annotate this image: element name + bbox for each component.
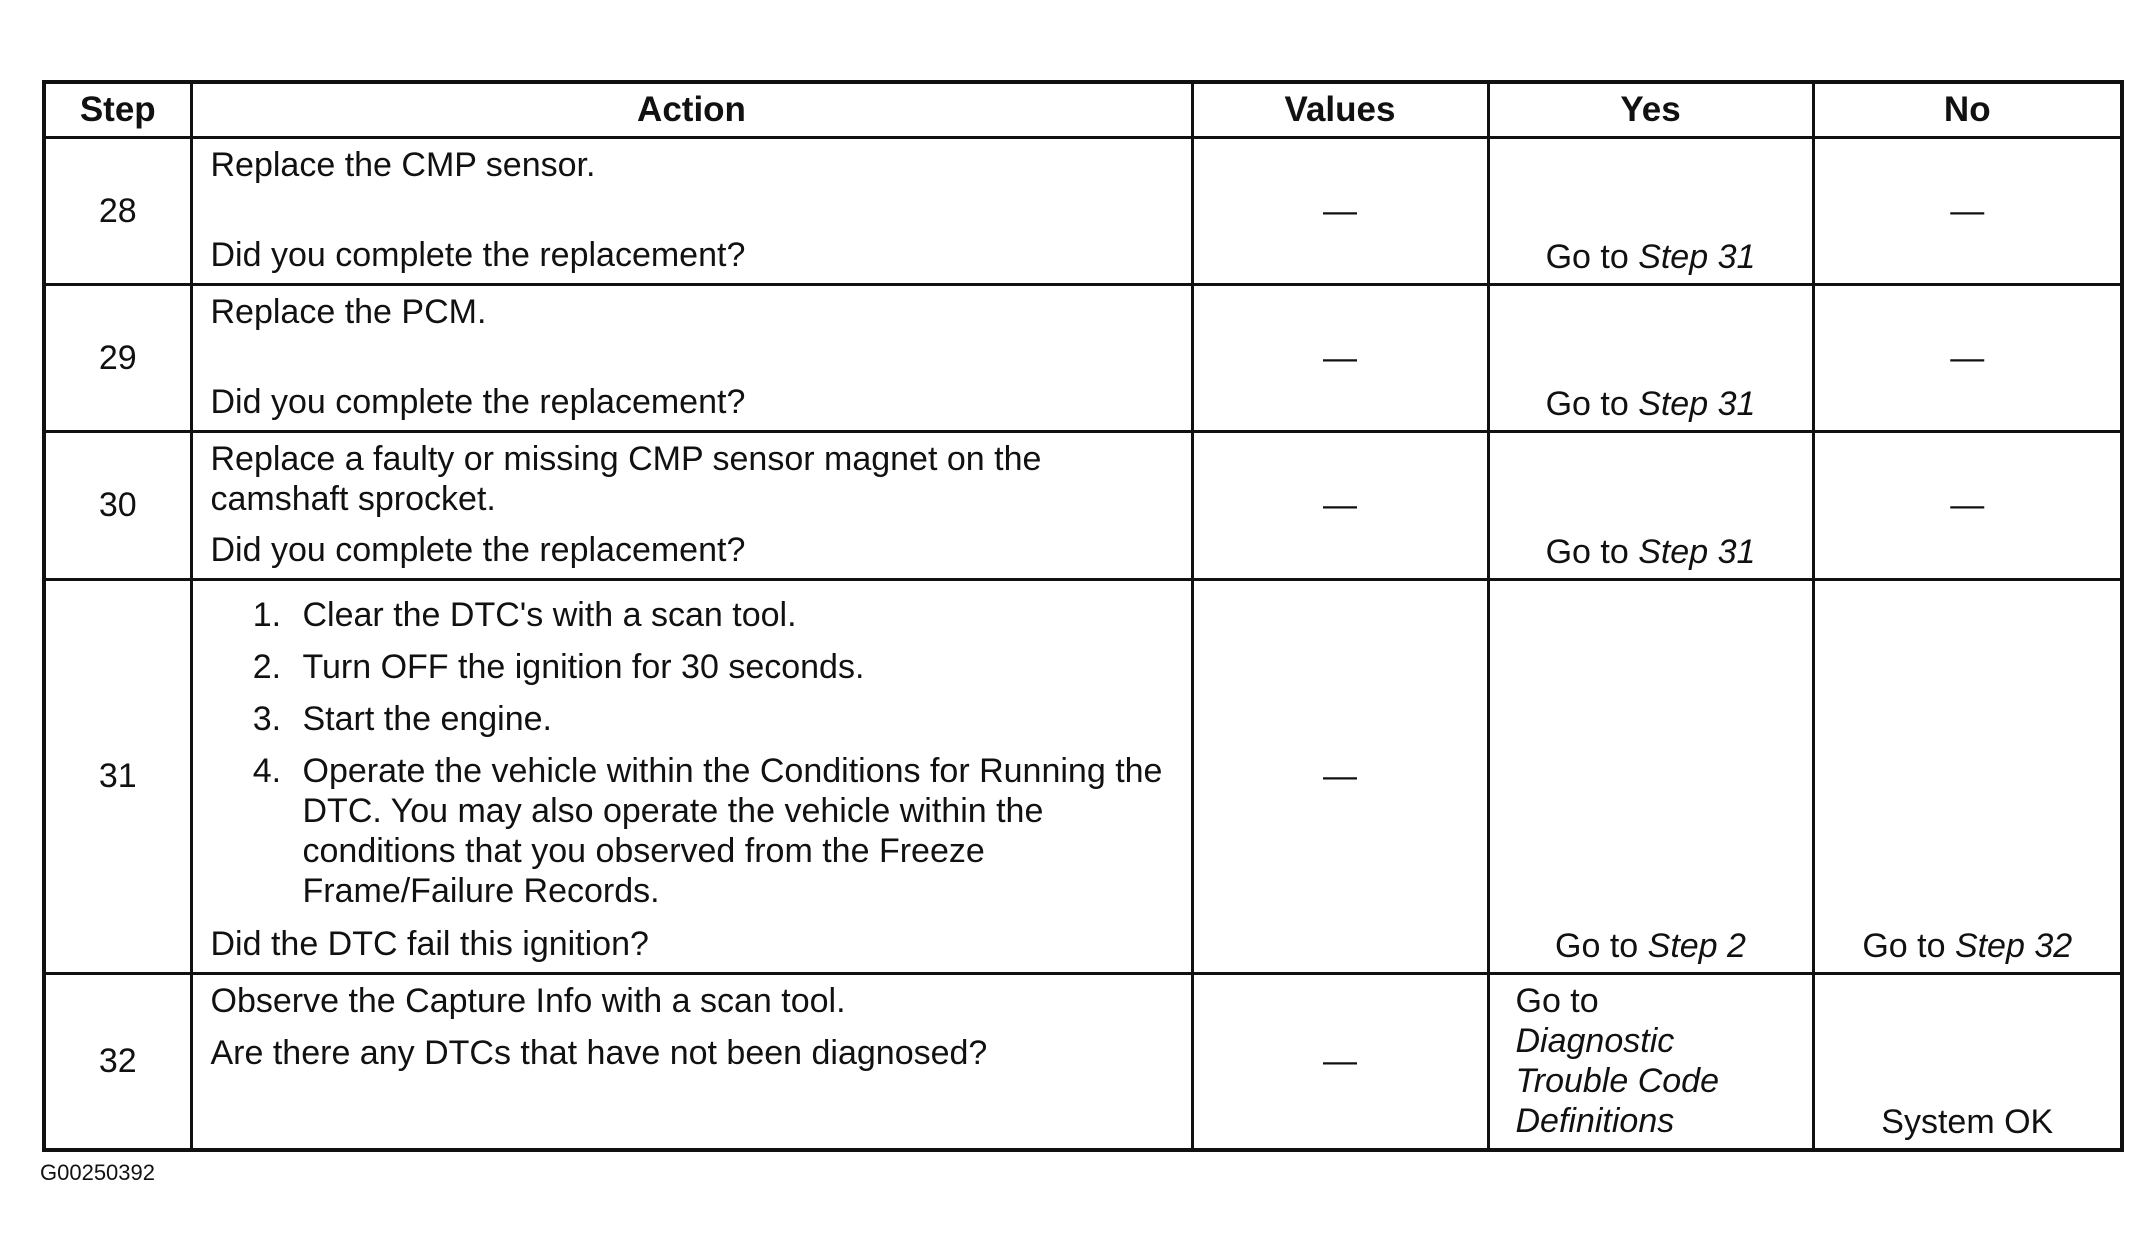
action-cell: [191, 285, 1192, 432]
definitions-link-line[interactable]: Definitions: [1515, 1102, 1675, 1140]
yes-cell: [1488, 138, 1813, 285]
substep-item: 4. Operate the vehicle within the Conditions for Running the DTC. You may also operate the vehicle within the conditions that you observed from the Freeze Frame/Failure Records.: [291, 751, 1175, 911]
action-question: Did you complete the replacement?: [210, 531, 746, 569]
values-cell: —: [1192, 285, 1488, 432]
no-cell: —: [1813, 138, 2122, 285]
yes-goto[interactable]: [1490, 532, 1812, 572]
substep-item: 3. Start the engine.: [291, 699, 1175, 739]
action-cell: [191, 580, 1192, 974]
action-question: Are there any DTCs that have not been diagnosed?: [210, 1034, 988, 1072]
table-row: [44, 138, 2122, 285]
step-link[interactable]: Step 2: [1647, 927, 1746, 965]
header-row: [44, 82, 2122, 138]
action-question: Did you complete the replacement?: [210, 236, 746, 274]
no-cell: [1813, 974, 2122, 1150]
header-values: Values: [1192, 82, 1488, 138]
goto-prefix: Go to: [1545, 533, 1639, 571]
no-cell: [1813, 580, 2122, 974]
yes-cell: [1488, 432, 1813, 580]
yes-goto[interactable]: [1490, 384, 1812, 424]
substep-item: 2. Turn OFF the ignition for 30 seconds.: [291, 647, 1175, 687]
no-cell: —: [1813, 432, 2122, 580]
figure-id: G00250392: [40, 1160, 155, 1185]
header-no: No: [1813, 82, 2122, 138]
goto-prefix: Go to: [1545, 238, 1639, 276]
step-number: 32: [44, 974, 191, 1150]
values-cell: —: [1192, 580, 1488, 974]
values-cell: —: [1192, 974, 1488, 1150]
yes-cell: [1488, 580, 1813, 974]
yes-cell: [1488, 285, 1813, 432]
table-row: [44, 580, 2122, 974]
table-row: [44, 432, 2122, 580]
no-cell: —: [1813, 285, 2122, 432]
yes-goto[interactable]: [1516, 981, 1720, 1141]
diagnostic-table: [42, 80, 2124, 1152]
action-cell: [191, 974, 1192, 1150]
action-text: Replace a faulty or missing CMP sensor magnet on the camshaft sprocket.: [210, 440, 1042, 518]
header-action: Action: [191, 82, 1192, 138]
step-number: 31: [44, 580, 191, 974]
action-question: Did the DTC fail this ignition?: [210, 925, 649, 963]
action-text: Observe the Capture Info with a scan tool.: [210, 982, 846, 1020]
step-link[interactable]: Step 32: [1954, 927, 2073, 965]
yes-cell: [1488, 974, 1813, 1150]
step-link[interactable]: Step 31: [1638, 385, 1756, 423]
step-number: 28: [44, 138, 191, 285]
step-number: 30: [44, 432, 191, 580]
header-yes: Yes: [1488, 82, 1813, 138]
action-text: Replace the CMP sensor.: [210, 146, 596, 184]
action-question: Did you complete the replacement?: [210, 383, 746, 421]
system-ok-text: System OK: [1881, 1102, 2054, 1141]
goto-prefix: Go to: [1545, 385, 1639, 423]
goto-prefix: Go to: [1515, 982, 1599, 1020]
definitions-link-line[interactable]: Diagnostic: [1515, 1022, 1675, 1060]
goto-prefix: Go to: [1555, 927, 1648, 965]
table-row: [44, 285, 2122, 432]
yes-goto[interactable]: [1490, 926, 1812, 966]
step-number: 29: [44, 285, 191, 432]
goto-prefix: Go to: [1862, 927, 1955, 965]
values-cell: —: [1192, 432, 1488, 580]
header-step: Step: [44, 82, 191, 138]
step-link[interactable]: Step 31: [1638, 533, 1756, 571]
substep-list: [193, 595, 1191, 923]
yes-goto[interactable]: [1490, 237, 1812, 277]
table-row: [44, 974, 2122, 1150]
action-cell: [191, 138, 1192, 285]
action-cell: [191, 432, 1192, 580]
no-goto[interactable]: [1815, 926, 2121, 966]
action-text: Replace the PCM.: [210, 293, 487, 331]
substep-item: 1. Clear the DTC's with a scan tool.: [291, 595, 1175, 635]
step-link[interactable]: Step 31: [1638, 238, 1756, 276]
values-cell: —: [1192, 138, 1488, 285]
definitions-link-line[interactable]: Trouble Code: [1515, 1062, 1719, 1100]
